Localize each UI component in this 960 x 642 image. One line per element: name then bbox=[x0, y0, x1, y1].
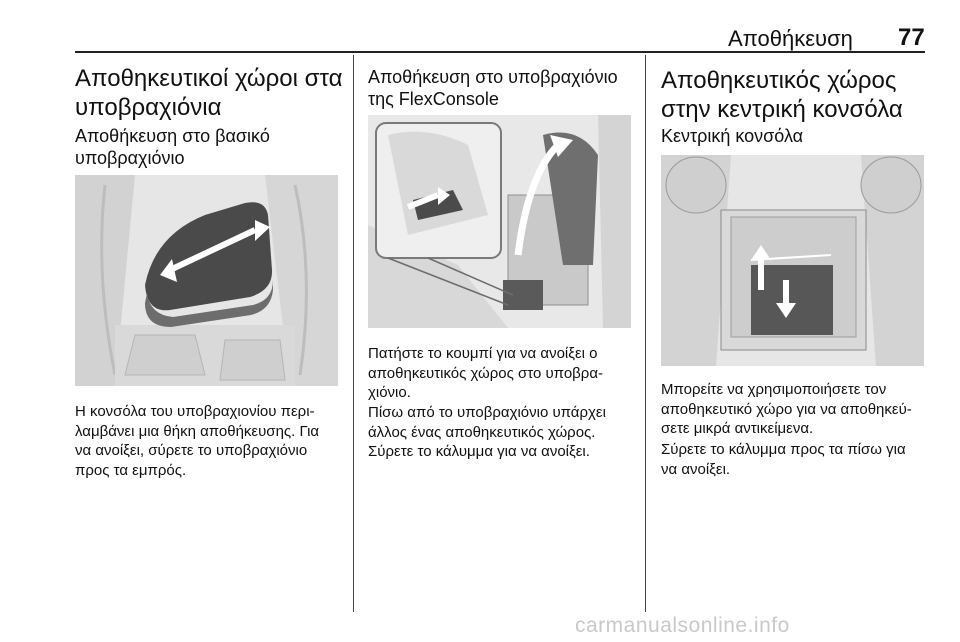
center-console-sliding-cover-icon bbox=[661, 155, 924, 366]
running-header-title: Αποθήκευση bbox=[728, 26, 853, 51]
center-console-description-1: Μπορείτε να χρησιμοποιήσετε τον αποθηκευτικό χώρο για να αποθηκεύ- σετε μικρά αντικείμενα. bbox=[661, 381, 912, 437]
subheading-center-console: Κεντρική κονσόλα bbox=[661, 126, 804, 146]
column-divider-2 bbox=[645, 55, 646, 612]
center-console-description-2: Σύρετε το κάλυμμα προς τα πίσω για να ανοίξει. bbox=[661, 441, 906, 478]
flexconsole-open-lid-icon bbox=[368, 115, 631, 328]
column-divider-1 bbox=[353, 55, 354, 612]
armrest-description: Η κονσόλα του υποβραχιονίου περι- λαμβάνει μια θήκη αποθήκευσης. Για να ανοίξει, σύρετε το υποβραχιόνιο προς τα εμπρός. bbox=[75, 403, 320, 479]
subheading-flexconsole: Αποθήκευση στο υποβραχιόνιο της FlexConsole bbox=[368, 67, 618, 109]
armrest-figure bbox=[75, 175, 338, 386]
page-number: 77 bbox=[898, 24, 925, 51]
flexconsole-description-2: Πίσω από το υποβραχιόνιο υπάρχει άλλος ένας αποθηκευτικός χώρος. Σύρετε το κάλυμμα για να ανοίξει. bbox=[368, 404, 606, 460]
flexconsole-figure bbox=[368, 115, 631, 328]
watermark: carmanualsonline.info bbox=[575, 614, 790, 637]
section-heading-center-console: Αποθηκευτικός χώρος στην κεντρική κονσόλα bbox=[661, 67, 903, 123]
subheading-basic-armrest: Αποθήκευση στο βασικό υποβραχιόνιο bbox=[75, 126, 270, 168]
center-console-figure bbox=[661, 155, 924, 366]
section-heading-armrest-storage: Αποθηκευτικοί χώροι στα υποβραχιόνια bbox=[75, 65, 343, 121]
flexconsole-description-1: Πατήστε το κουμπί για να ανοίξει ο αποθηκευτικός χώρος στο υποβρα- χιόνιο. bbox=[368, 345, 603, 401]
header-rule bbox=[75, 51, 925, 53]
armrest-slide-arrow-icon bbox=[75, 175, 338, 386]
